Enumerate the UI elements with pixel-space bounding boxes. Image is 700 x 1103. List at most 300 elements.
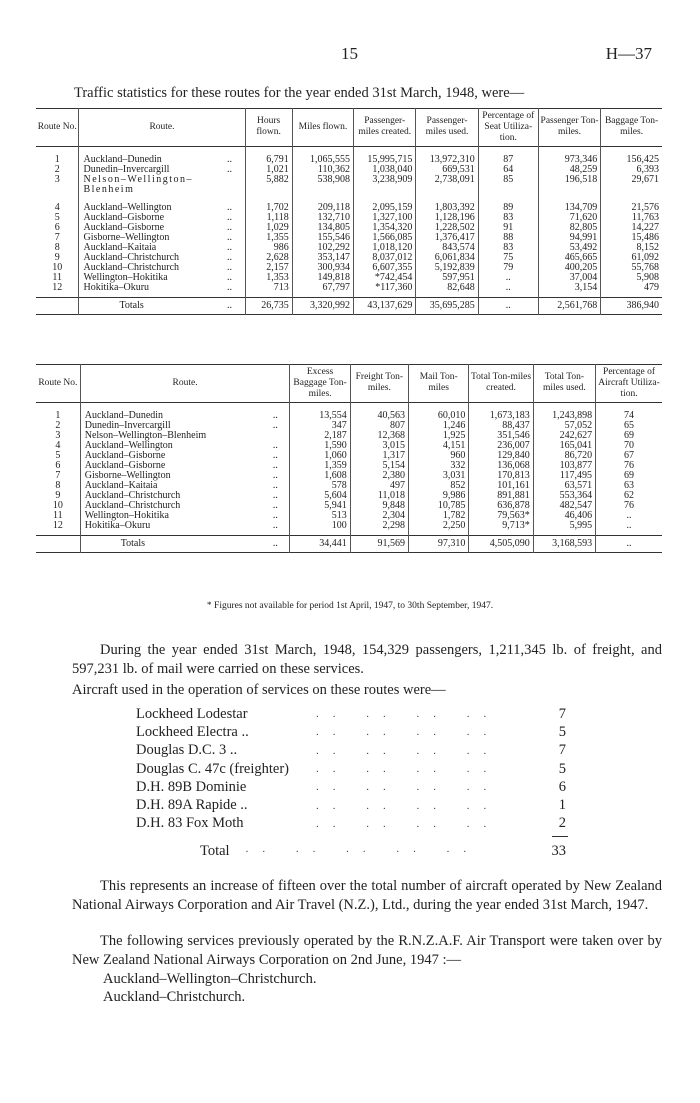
aircraft-count: 2 [558,815,566,832]
total-rule [552,836,568,837]
route-number: 8 [55,479,61,491]
cell-value: 2,187 [290,431,350,441]
leader-dots: .. [226,231,232,243]
cell-value: 1,021 [245,165,292,175]
leader-dots: .. [272,479,278,491]
cell-value: 15,995,715 [354,155,416,165]
cell-value: 1,038,040 [354,165,416,175]
cell-value: 4,151 [409,441,469,451]
cell-value: 129,840 [469,451,533,461]
cell-value: .. [478,283,538,298]
cell-value: 538,908 [292,175,353,195]
cell-value: 479 [601,283,662,298]
route-number: 12 [52,519,63,531]
cell-value: 71,620 [538,213,600,223]
cell-value: 6,393 [601,165,662,175]
cell-value: 3,031 [409,471,469,481]
cell-value: 69 [596,431,662,441]
cell-value: 87 [478,155,538,165]
aircraft-total [200,843,566,860]
cell-value: 482,547 [533,501,595,511]
column-header: Miles flown. [292,109,353,147]
cell-value: 101,161 [469,481,533,491]
aircraft-row [136,723,566,741]
cell-value: 149,818 [292,273,353,283]
cell-value: 1,228,502 [416,223,478,233]
cell-value: 1,590 [290,441,350,451]
cell-value: 713 [245,283,292,298]
column-header: Route No. [37,121,77,132]
cell-value: 347 [290,421,350,431]
totals-row [36,535,662,552]
cell-value: 1,608 [290,471,350,481]
cell-value: 986 [245,243,292,253]
route-name: Auckland–Christchurch [79,263,214,273]
leader-dots: .. [226,163,232,175]
cell-value: 88 [478,233,538,243]
cell-value: 1,353 [245,273,292,283]
cell-value: 891,881 [469,491,533,501]
cell-value: 597,951 [416,273,478,283]
route-number: 10 [52,499,63,511]
cell-value: 134,805 [292,223,353,233]
paragraph-services-taken-over: The following services previously operated by the R.N.Z.A.F. Air Transport were taken over by New Zealand National Airways Corporation on 2nd June, 1947 :— [72,933,662,968]
cell-value: *117,360 [354,283,416,298]
leader-dots [214,175,245,195]
cell-value: 513 [290,511,350,521]
cell-value: 8,152 [601,243,662,253]
cell-value: 636,878 [469,501,533,511]
table-row [36,283,662,298]
blank-cell [36,535,80,552]
cell-value: 1,317 [350,451,408,461]
aircraft-row [136,705,566,723]
totals-label: Totals [79,297,214,314]
cell-value: 9,848 [350,501,408,511]
aircraft-count: 7 [558,705,566,722]
cell-value: 63,571 [533,481,595,491]
paragraph-aircraft-intro: Aircraft used in the operation of services on these routes were— [72,682,446,698]
column-header: Passenger Ton-miles. [538,109,600,147]
column-header: Excess Baggage Ton-miles. [290,365,350,403]
cell-value: 94,991 [538,233,600,243]
cell-value: 79 [478,263,538,273]
route-name: Gisborne–Wellington [79,233,214,243]
cell-value: 196,518 [538,175,600,195]
leader-dots: .. [272,489,278,501]
cell-value: 61,092 [601,253,662,263]
paragraph-increase: This represents an increase of fifteen over the total number of aircraft operated by New Zealand National Airways Corporation and Air Travel (N.Z.), Ltd., during the year ended 31st March, 1947. [72,878,662,913]
totals-label: Totals [80,535,261,552]
intro-text: Traffic statistics for these routes for the year ended 31st March, 1948, were— [74,85,525,101]
traffic-table-2 [36,364,662,553]
leader-dots: .. .. .. .. [316,726,501,739]
column-header: Mail Ton-miles [409,365,469,403]
route-number: 11 [53,509,63,521]
cell-value: 89 [478,203,538,213]
cell-value: 156,425 [601,155,662,165]
leader-dots: .. [226,211,232,223]
cell-value: 65 [596,421,662,431]
cell-value: 2,157 [245,263,292,273]
route-name: Hokitika–Okuru [79,283,214,298]
cell-value: 57,052 [533,421,595,431]
cell-value: 1,029 [245,223,292,233]
aircraft-count: 6 [558,778,566,795]
cell-value: 852 [409,481,469,491]
leader-dots: .. .. .. .. [316,817,501,830]
leader-dots: .. [214,297,245,314]
cell-value: 5,604 [290,491,350,501]
cell-value: 5,908 [601,273,662,283]
route-name: Auckland–Christchurch [80,501,261,511]
leader-dots: .. [226,281,232,293]
cell-value: 300,934 [292,263,353,273]
document-reference: H—37 [605,44,652,63]
route-name: Auckland–Gisborne [80,461,261,471]
column-header: Baggage Ton-miles. [601,109,662,147]
cell-value: 13,972,310 [416,155,478,165]
totals-row [36,297,662,314]
leader-dots: .. [261,535,290,552]
table-row [36,521,662,536]
aircraft-row [136,742,566,760]
cell-value: 10,785 [409,501,469,511]
route-name: Wellington–Hokitika [80,511,261,521]
route-number: 4 [54,201,60,213]
total-value: .. [478,297,538,314]
cell-value: 37,004 [538,273,600,283]
cell-value: 973,346 [538,155,600,165]
cell-value: 2,628 [245,253,292,263]
cell-value: 55,768 [601,263,662,273]
route-number: 6 [54,221,60,233]
cell-value: 669,531 [416,165,478,175]
route-name: Auckland–Kaitaia [79,243,214,253]
cell-value: 86,720 [533,451,595,461]
route-number: 7 [54,231,60,243]
route-number: 12 [52,281,63,293]
aircraft-row [136,778,566,796]
cell-value: 1,118 [245,213,292,223]
cell-value: 2,304 [350,511,408,521]
cell-value: 1,065,555 [292,155,353,165]
cell-value: 353,147 [292,253,353,263]
cell-value: 12,368 [350,431,408,441]
route-name: Auckland–Wellington [79,203,214,213]
route-name: Auckland–Dunedin [79,155,214,165]
footnote: * Figures not available for period 1st April, 1947, to 30th September, 1947. [206,601,494,611]
column-header: Hours flown. [245,109,292,147]
cell-value: 3,015 [350,441,408,451]
total-value: 91,569 [350,535,408,552]
leader-dots: .. [226,201,232,213]
route-number: 6 [55,459,61,471]
leader-dots: .. [226,251,232,263]
leader-dots: .. .. .. .. [316,744,501,757]
route-number: 7 [55,469,61,481]
aircraft-count: 5 [558,760,566,777]
cell-value: 155,546 [292,233,353,243]
leader-dots: .. [272,409,278,421]
cell-value: 3,154 [538,283,600,298]
route-name: Auckland–Gisborne [79,223,214,233]
cell-value: 88,437 [469,421,533,431]
aircraft-name: Douglas D.C. 3 .. [136,742,238,759]
cell-value: 843,574 [416,243,478,253]
cell-value: 117,495 [533,471,595,481]
leader-dots: .. [272,419,278,431]
route-number: 3 [54,173,60,185]
route-name: Auckland–Christchurch [80,491,261,501]
cell-value: 1,243,898 [533,411,595,421]
leader-dots: .. .. .. .. .. [245,843,481,855]
cell-value: 2,738,091 [416,175,478,195]
cell-value: 11,018 [350,491,408,501]
cell-value: 64 [478,165,538,175]
cell-value: 110,362 [292,165,353,175]
cell-value: 29,671 [601,175,662,195]
cell-value: 67,797 [292,283,353,298]
total-value: 43,137,629 [354,297,416,314]
column-header: Freight Ton-miles. [350,365,408,403]
cell-value: 70 [596,441,662,451]
column-header: Percentage of Aircraft Utiliza-tion. [596,365,662,403]
services-list [103,970,316,1006]
aircraft-row [136,796,566,814]
total-value: .. [596,535,662,552]
cell-value: 91 [478,223,538,233]
total-value: 3,320,992 [292,297,353,314]
cell-value: 351,546 [469,431,533,441]
cell-value: 960 [409,451,469,461]
column-header: Percentage of Seat Utiliza-tion. [478,109,538,147]
cell-value: 578 [290,481,350,491]
route-number: 4 [55,439,61,451]
cell-value: 75 [478,253,538,263]
aircraft-name: Lockheed Lodestar [136,705,248,722]
cell-value: 48,259 [538,165,600,175]
cell-value: 6,061,834 [416,253,478,263]
aircraft-row [136,760,566,778]
route-name: Hokitika–Okuru [80,521,261,536]
cell-value: 13,554 [290,411,350,421]
cell-value: 85 [478,175,538,195]
cell-value: 400,205 [538,263,600,273]
cell-value: 2,095,159 [354,203,416,213]
leader-dots: .. .. .. .. [316,763,501,776]
route-name: Auckland–Gisborne [79,213,214,223]
cell-value: 6,607,355 [354,263,416,273]
cell-value: 5,995 [533,521,595,536]
cell-value: 102,292 [292,243,353,253]
total-value: 34,441 [290,535,350,552]
cell-value: 132,710 [292,213,353,223]
leader-dots: .. [226,153,232,165]
route-name: Nelson–Wellington–Blenheim [80,431,261,441]
cell-value: 170,813 [469,471,533,481]
aircraft-count: 1 [558,797,566,814]
cell-value: 40,563 [350,411,408,421]
cell-value: .. [596,521,662,536]
route-number: 3 [55,429,61,441]
cell-value: 1,355 [245,233,292,243]
total-value: 97,310 [409,535,469,552]
leader-dots: .. [226,241,232,253]
cell-value: 9,713* [469,521,533,536]
route-number: 2 [54,163,60,175]
cell-value: 103,877 [533,461,595,471]
cell-value: 1,673,183 [469,411,533,421]
cell-value: 1,128,196 [416,213,478,223]
cell-value: 60,010 [409,411,469,421]
cell-value: 5,154 [350,461,408,471]
cell-value: 21,576 [601,203,662,213]
cell-value: 69 [596,471,662,481]
column-header: Total Ton-miles created. [469,365,533,403]
cell-value: 1,925 [409,431,469,441]
column-header: Passenger-miles created. [354,109,416,147]
column-header: Total Ton-miles used. [533,365,595,403]
column-header: Route No. [38,377,78,388]
cell-value: 1,566,085 [354,233,416,243]
cell-value: 5,192,839 [416,263,478,273]
cell-value: 1,702 [245,203,292,213]
total-value: 3,168,593 [533,535,595,552]
cell-value: 1,327,100 [354,213,416,223]
route-name: Auckland–Kaitaia [80,481,261,491]
route-number: 9 [54,251,60,263]
cell-value: 76 [596,501,662,511]
cell-value: 79,563* [469,511,533,521]
aircraft-list [136,705,566,833]
leader-dots: .. [226,221,232,233]
cell-value: 74 [596,411,662,421]
paragraph-passengers: During the year ended 31st March, 1948, 154,329 passengers, 1,211,345 lb. of freight, and 597,231 lb. of mail were carried on these services. [72,642,662,677]
route-name: Dunedin–Invercargill [80,421,261,431]
cell-value: 62 [596,491,662,501]
route-name: Auckland–Christchurch [79,253,214,263]
route-number: 5 [54,211,60,223]
aircraft-name: D.H. 89A Rapide .. [136,797,248,814]
aircraft-name: D.H. 83 Fox Moth [136,815,244,832]
leader-dots: .. .. .. .. [316,708,501,721]
aircraft-count: 5 [558,723,566,740]
cell-value: 15,486 [601,233,662,243]
leader-dots: .. [272,439,278,451]
leader-dots: .. [272,459,278,471]
route-number: 1 [54,153,60,165]
route-name: Auckland–Dunedin [80,411,261,421]
column-header: Route. [79,109,245,147]
total-value: 386,940 [601,297,662,314]
cell-value: 3,238,909 [354,175,416,195]
blank-cell [36,297,79,314]
total-value: 35,695,285 [416,297,478,314]
route-number: 11 [52,271,63,283]
cell-value: 807 [350,421,408,431]
route-name: Auckland–Gisborne [80,451,261,461]
cell-value: 1,018,120 [354,243,416,253]
aircraft-name: Lockheed Electra .. [136,723,249,740]
cell-value: 242,627 [533,431,595,441]
cell-value: 1,782 [409,511,469,521]
column-header: Passenger-miles used. [416,109,478,147]
cell-value: 6,791 [245,155,292,165]
route-number: 2 [55,419,61,431]
cell-value: 83 [478,213,538,223]
cell-value: 497 [350,481,408,491]
cell-value: 53,492 [538,243,600,253]
column-header: Route. [80,365,290,403]
cell-value: 83 [478,243,538,253]
cell-value: 2,380 [350,471,408,481]
aircraft-total-count: 33 [551,843,566,859]
cell-value: *742,454 [354,273,416,283]
cell-value: 136,068 [469,461,533,471]
leader-dots: .. [226,271,232,283]
leader-dots: .. [226,261,232,273]
cell-value: 14,227 [601,223,662,233]
cell-value: 1,060 [290,451,350,461]
cell-value: 236,007 [469,441,533,451]
cell-value: 2,298 [350,521,408,536]
aircraft-total-label: Total [200,843,230,859]
table-row [36,175,662,195]
cell-value: 2,250 [409,521,469,536]
cell-value: 82,805 [538,223,600,233]
aircraft-name: Douglas C. 47c (freighter) [136,760,290,777]
cell-value: 553,364 [533,491,595,501]
cell-value: 1,354,320 [354,223,416,233]
cell-value: 9,986 [409,491,469,501]
cell-value: 67 [596,451,662,461]
route-number: 1 [55,409,61,421]
total-value: 4,505,090 [469,535,533,552]
leader-dots: .. .. .. .. [316,781,501,794]
cell-value: 63 [596,481,662,491]
leader-dots: .. .. .. .. [316,799,501,812]
cell-value: 11,763 [601,213,662,223]
cell-value: 46,406 [533,511,595,521]
cell-value: 1,803,392 [416,203,478,213]
route-number: 8 [54,241,60,253]
cell-value: 100 [290,521,350,536]
cell-value: 76 [596,461,662,471]
aircraft-count: 7 [558,742,566,759]
cell-value: 1,246 [409,421,469,431]
cell-value: 1,359 [290,461,350,471]
cell-value: .. [596,511,662,521]
cell-value: 165,041 [533,441,595,451]
total-value: 2,561,768 [538,297,600,314]
cell-value: 332 [409,461,469,471]
cell-value: 465,665 [538,253,600,263]
page-number: 15 [341,44,358,63]
cell-value: 1,376,417 [416,233,478,243]
service-item: Auckland–Christchurch. [103,989,246,1005]
service-item: Auckland–Wellington–Christchurch. [103,971,317,987]
route-name: Nelson–Wellington–Blenheim [79,175,214,195]
aircraft-name: D.H. 89B Dominie [136,778,247,795]
total-value: 26,735 [245,297,292,314]
leader-dots: .. [272,499,278,511]
cell-value: .. [478,273,538,283]
route-name: Wellington–Hokitika [79,273,214,283]
route-number: 5 [55,449,61,461]
route-name: Dunedin–Invercargill [79,165,214,175]
leader-dots: .. [272,509,278,521]
